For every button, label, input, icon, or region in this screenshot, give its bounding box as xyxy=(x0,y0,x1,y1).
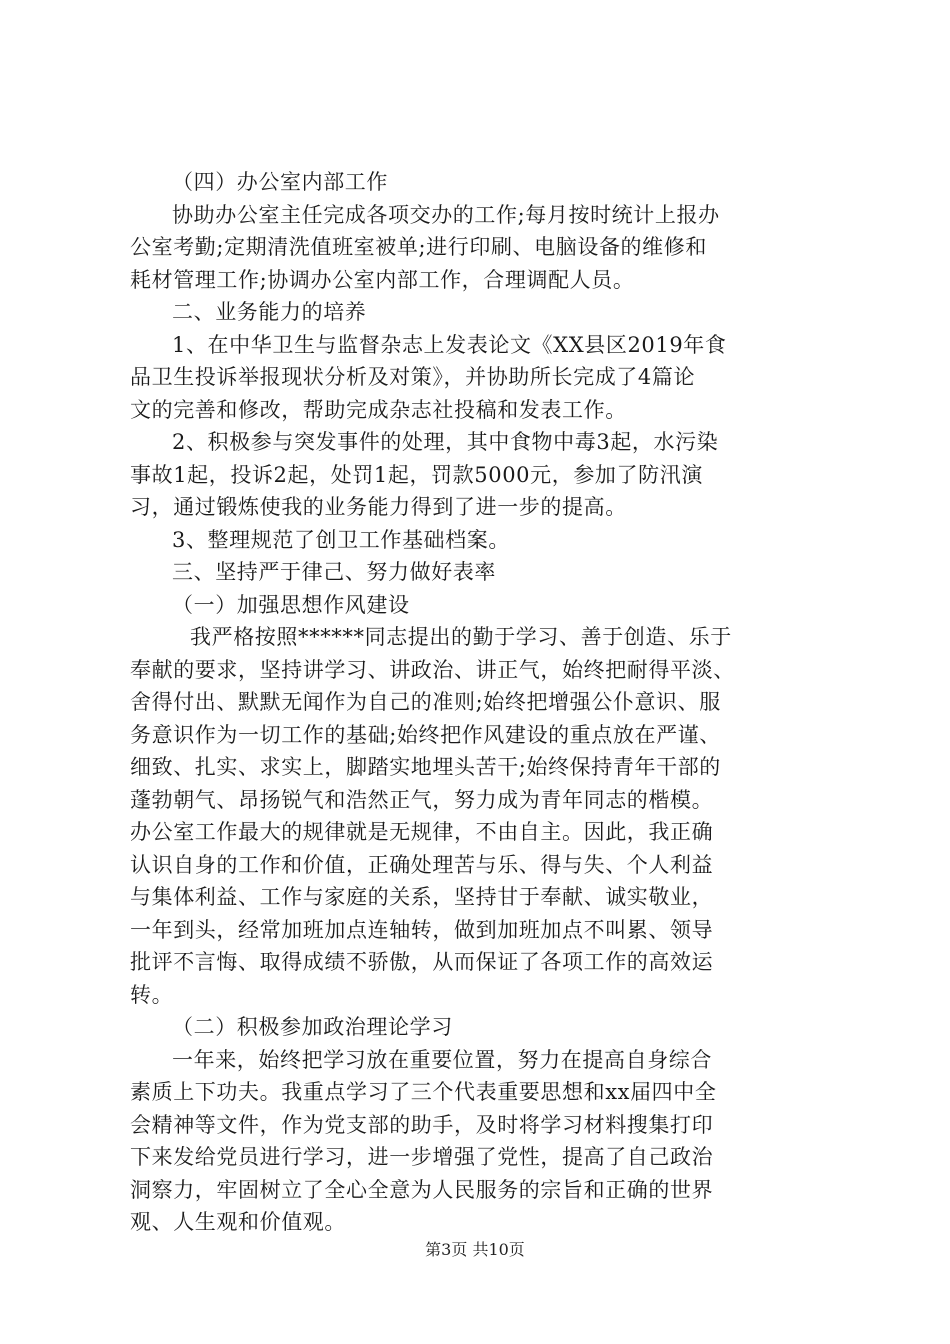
text-line: 认识自身的工作和价值，正确处理苦与乐、得与失、个人利益 xyxy=(130,852,714,877)
text-line: 细致、扎实、求实上，脚踏实地埋头苦干;始终保持青年干部的 xyxy=(130,755,721,779)
text-line: 习，通过锻炼使我的业务能力得到了进一步的提高。 xyxy=(130,495,627,519)
text-line: 一年来，始终把学习放在重要位置，努力在提高自身综合 xyxy=(172,1047,712,1072)
text-line: 转。 xyxy=(130,982,174,1007)
text-line: 批评不言悔、取得成绩不骄傲，从而保证了各项工作的高效运 xyxy=(130,950,714,974)
text-line: 务意识作为一切工作的基础;始终把作风建设的重点放在严谨、 xyxy=(130,722,721,747)
text-line: 观、人生观和价值观。 xyxy=(130,1210,346,1234)
text-line: 蓬勃朝气、昂扬锐气和浩然正气，努力成为青年同志的楷模。 xyxy=(130,787,714,812)
text-line: 公室考勤;定期清洗值班室被单;进行印刷、电脑设备的维修和 xyxy=(130,235,707,259)
text-line: 我严格按照******同志提出的勤于学习、善于创造、乐于 xyxy=(190,625,732,649)
text-line: 一年到头，经常加班加点连轴转，做到加班加点不叫累、领导 xyxy=(130,917,714,942)
text-line: 舍得付出、默默无闻作为自己的准则;始终把增强公仆意识、服 xyxy=(130,690,721,714)
text-line: 洞察力，牢固树立了全心全意为人民服务的宗旨和正确的世界 xyxy=(130,1177,714,1202)
page-footer: 第3页 共10页 xyxy=(425,1240,525,1259)
text-line: 三、坚持严于律己、努力做好表率 xyxy=(172,560,496,584)
text-line: 素质上下功夫。我重点学习了三个代表重要思想和xx届四中全 xyxy=(130,1080,717,1104)
text-line: 品卫生投诉举报现状分析及对策》，并协助所长完成了4篇论 xyxy=(130,365,696,389)
text-line: 文的完善和修改，帮助完成杂志社投稿和发表工作。 xyxy=(130,397,627,422)
text-line: 1、在中华卫生与监督杂志上发表论文《XX县区2019年食 xyxy=(172,332,727,357)
text-line: 协助办公室主任完成各项交办的工作;每月按时统计上报办 xyxy=(172,202,720,227)
text-line: 二、业务能力的培养 xyxy=(172,300,367,324)
text-line: 与集体利益、工作与家庭的关系，坚持甘于奉献、诚实敬业， xyxy=(130,885,714,909)
text-line: （一）加强思想作风建设 xyxy=(172,592,410,617)
text-line: 奉献的要求，坚持讲学习、讲政治、讲正气，始终把耐得平淡、 xyxy=(130,657,735,682)
document-body xyxy=(130,166,830,1239)
text-line: （二）积极参加政治理论学习 xyxy=(172,1015,453,1039)
text-line: 会精神等文件，作为党支部的助手，及时将学习材料搜集打印 xyxy=(130,1112,714,1137)
text-line: 2、积极参与突发事件的处理，其中食物中毒3起，水污染 xyxy=(172,430,719,454)
text-line: （四）办公室内部工作 xyxy=(172,170,388,194)
text-line: 耗材管理工作;协调办公室内部工作，合理调配人员。 xyxy=(130,267,635,292)
text-line: 办公室工作最大的规律就是无规律，不由自主。因此，我正确 xyxy=(130,820,714,844)
text-line: 3、整理规范了创卫工作基础档案。 xyxy=(172,527,510,552)
text-line: 下来发给党员进行学习，进一步增强了党性，提高了自己政治 xyxy=(130,1145,714,1169)
text-line: 事故1起，投诉2起，处罚1起，罚款5000元，参加了防汛演 xyxy=(130,462,703,487)
